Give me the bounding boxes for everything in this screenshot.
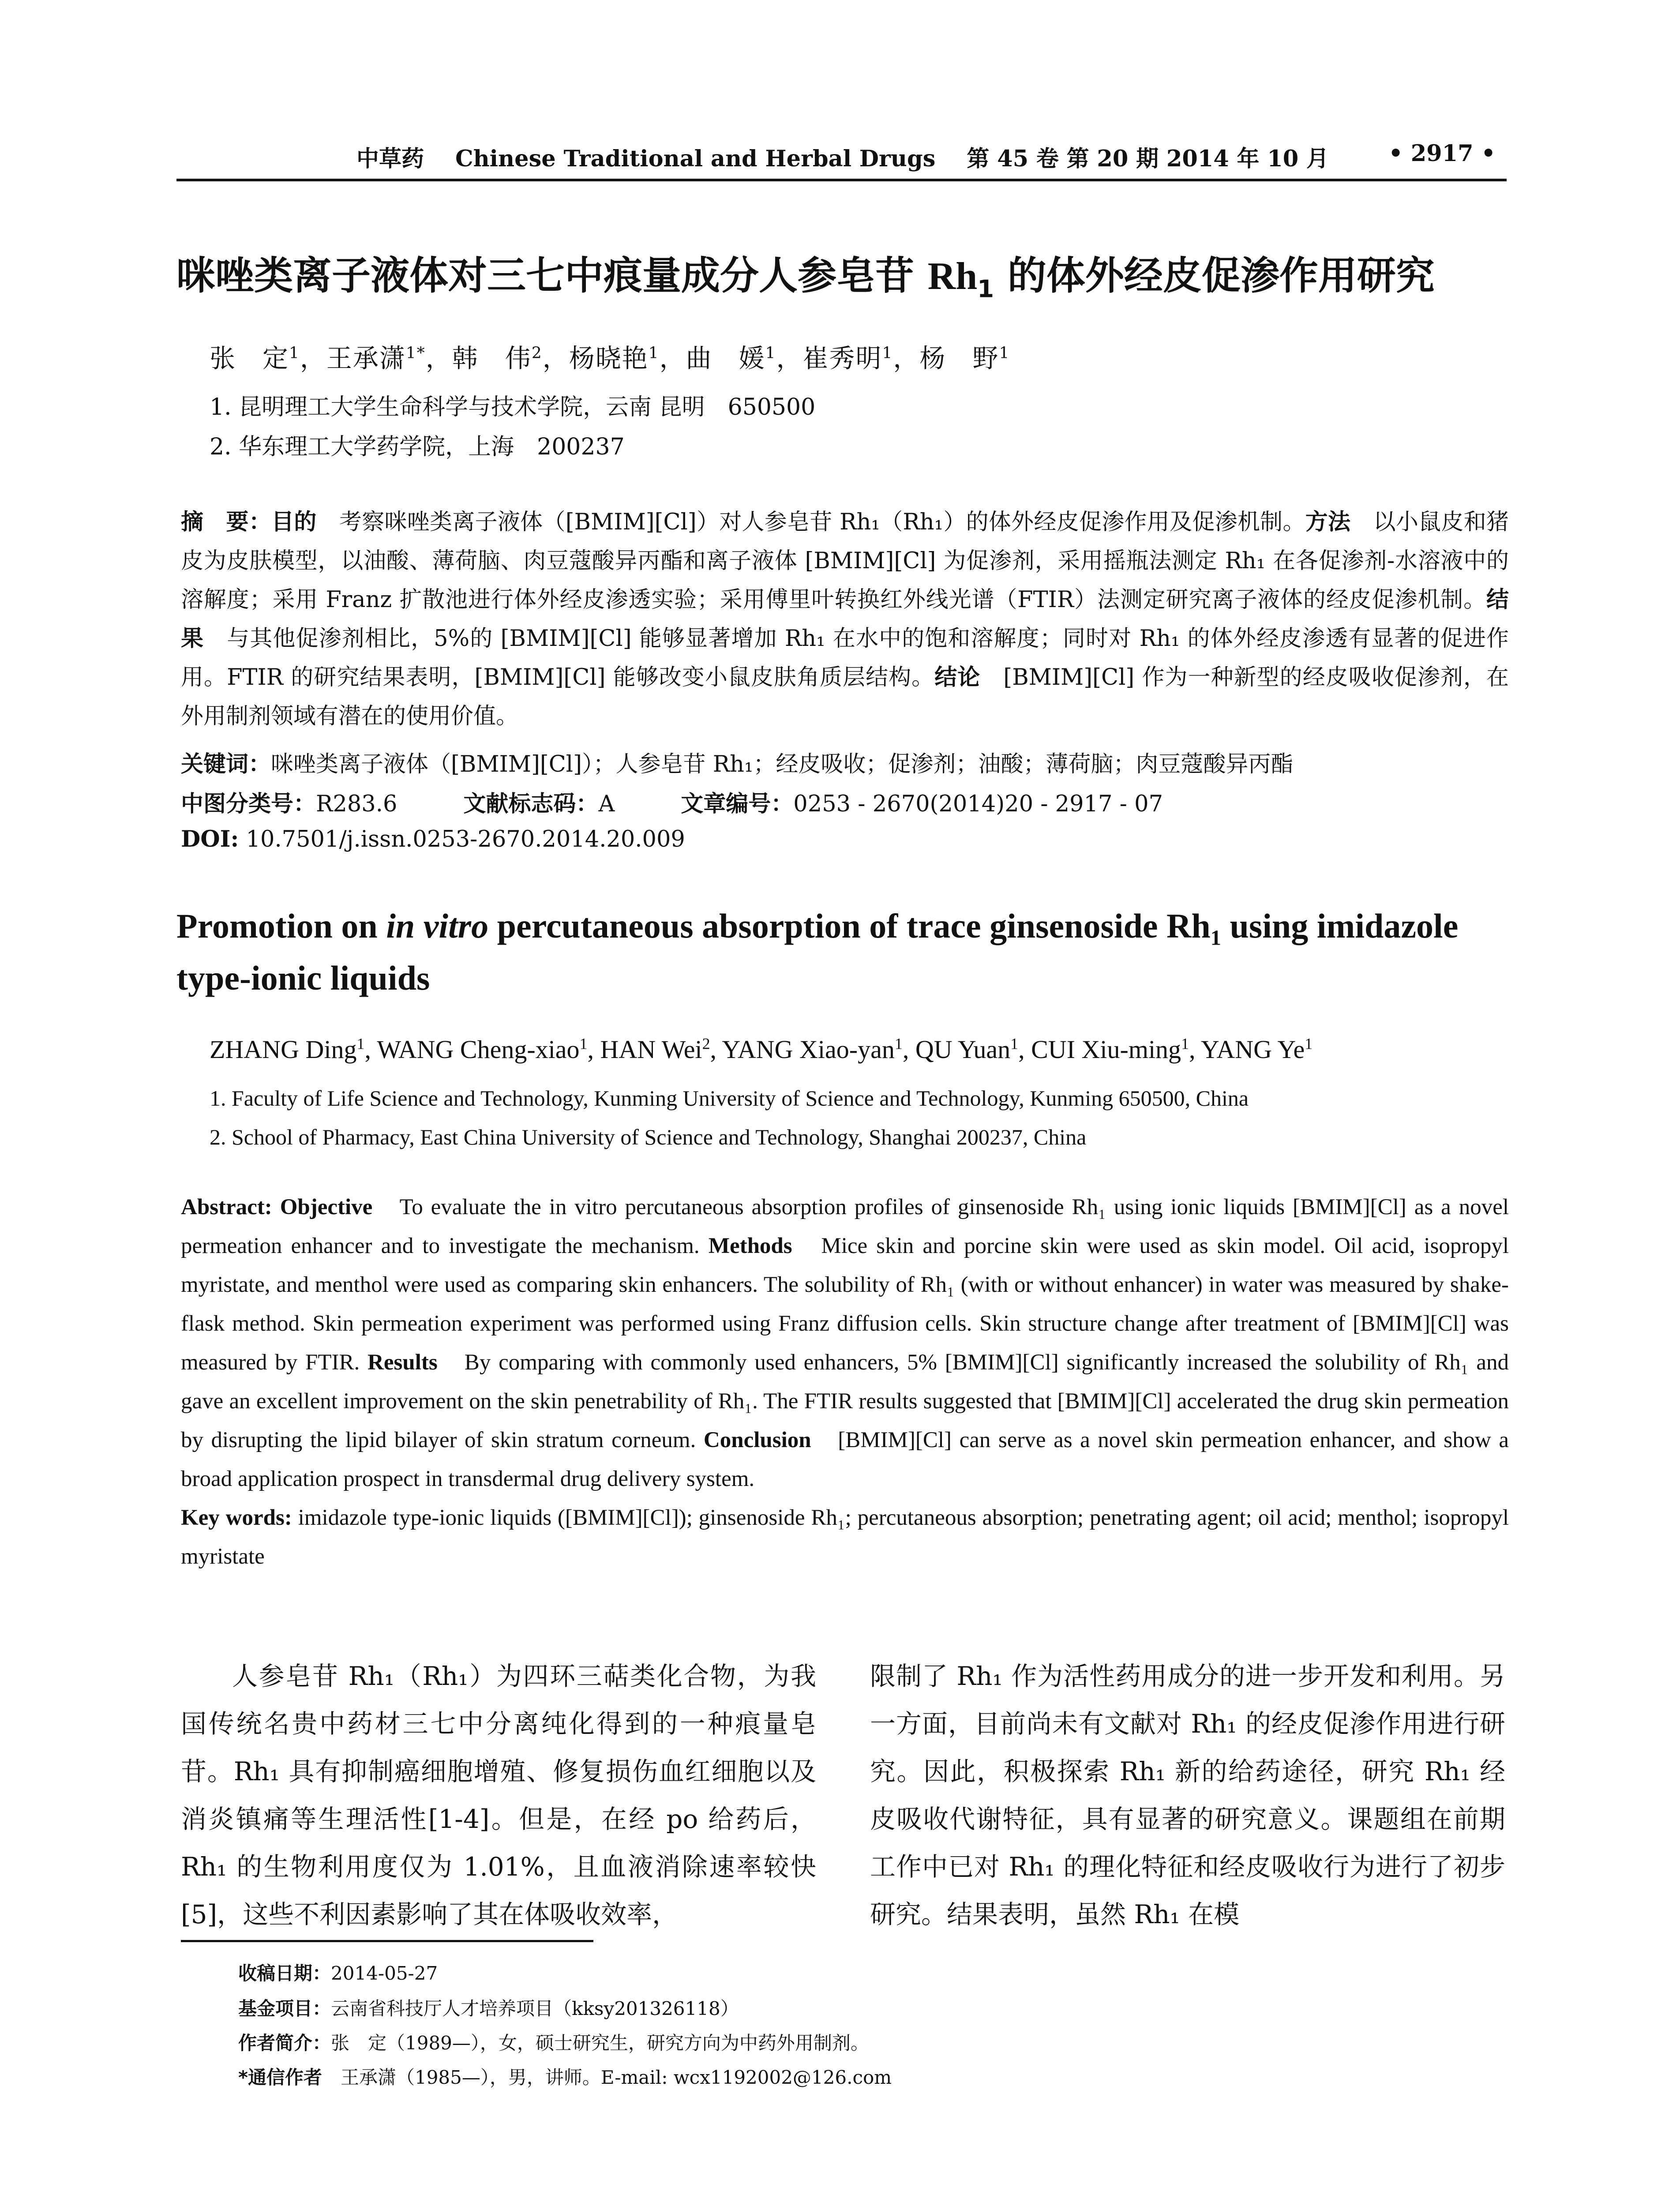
cn-conclusion-label: 结论 — [934, 664, 981, 690]
en-title — [176, 900, 1509, 1004]
author-separator: , — [1018, 1035, 1031, 1064]
en-author-list — [210, 1035, 1312, 1064]
doi-label: DOI: — [181, 826, 239, 852]
footnote-received — [238, 1959, 438, 1985]
author-name: HAN Wei — [600, 1035, 702, 1064]
en-methods-text: Mice skin and porcine skin were used as skin model. Oil acid, isopropyl myristate, and menthol were used as comparing skin enhancers. The solubility of Rh₁ (with or without enhancer) in water was measured by shake-flask method. Skin permeation experiment was performed using Franz diffusion cells. Skin structure change after treatment of [BMIM][Cl] was measured by FTIR. — [181, 1234, 1509, 1375]
author-name: 王承潇 — [326, 343, 406, 373]
author-name: 杨 野 — [919, 343, 999, 373]
author-name: QU Yuan — [915, 1035, 1011, 1064]
footnote-label: *通信作者 — [238, 2067, 322, 2088]
author-affiliation-marker: 1 — [1010, 1035, 1019, 1053]
author-affiliation-marker: 1 — [999, 344, 1010, 362]
author-separator: ， — [425, 343, 452, 373]
author-separator: , — [587, 1035, 600, 1064]
author-name: YANG Xiao-yan — [722, 1035, 895, 1064]
footnote-text: 云南省科技厅人才培养项目（kksy201326118） — [331, 1998, 739, 2019]
author-name: 曲 媛 — [686, 343, 765, 373]
author-affiliation-marker: 2 — [531, 344, 543, 362]
en-abstract — [181, 1188, 1509, 1576]
footnote-author-bio — [238, 2029, 869, 2055]
journal-name-en: Chinese Traditional and Herbal Drugs — [455, 146, 936, 172]
cn-title-post: 的体外经皮促渗作用研究 — [994, 253, 1435, 298]
cn-title-pre: 咪唑类离子液体对三七中痕量成分人参皂苷 — [176, 253, 928, 298]
doccode-value: A — [598, 791, 615, 817]
author-affiliation-marker: 1 — [648, 344, 660, 362]
running-header — [176, 140, 1509, 176]
footnote-label: 收稿日期： — [238, 1962, 331, 1984]
author-affiliation-marker: 1 — [1305, 1035, 1313, 1053]
cn-title-rh: Rh — [927, 255, 978, 298]
page-number: • 2917 • — [1388, 140, 1496, 167]
cn-keywords-text: 咪唑类离子液体（[BMIM][Cl]）；人参皂苷 Rh₁；经皮吸收；促渗剂；油酸；薄荷脑；肉豆蔻酸异丙酯 — [271, 751, 1294, 777]
en-title-a: Promotion on — [176, 907, 386, 945]
en-affiliation-2: 2. School of Pharmacy, East China University of Science and Technology, Shanghai 200237, China — [210, 1125, 1087, 1149]
author-affiliation-marker: 1 — [579, 1035, 588, 1053]
author-affiliation-marker: 1 — [289, 344, 300, 362]
author-name: 崔秀明 — [802, 343, 882, 373]
en-title-b: percutaneous absorption of trace ginsenoside Rh — [488, 907, 1211, 945]
en-conclusion-text: [BMIM][Cl] can serve as a novel skin permeation enhancer, and show a broad application prospect in transdermal drug delivery system. — [181, 1428, 1509, 1491]
author-separator: , — [364, 1035, 377, 1064]
cn-title — [176, 245, 1509, 303]
author-separator: , — [1189, 1035, 1201, 1064]
cn-methods-text: 以小鼠皮和猪皮为皮肤模型，以油酸、薄荷脑、肉豆蔻酸异丙酯和离子液体 [BMIM][Cl] 为促渗剂，采用摇瓶法测定 Rh₁ 在各促渗剂-水溶液中的溶解度；采用 Franz 扩散池进行体外经皮渗透实验；采用傅里叶转换红外线光谱（FTIR）法测定研究离子液体的经皮促渗机制。 — [181, 509, 1509, 613]
author-separator: ， — [659, 343, 686, 373]
cn-abstract-label: 摘 要： — [181, 509, 272, 535]
cn-keywords — [181, 746, 1293, 778]
journal-issue: 第 45 卷 第 20 期 2014 年 10 月 — [967, 146, 1329, 172]
author-separator: ， — [300, 343, 326, 373]
cn-methods-label: 方法 — [1305, 509, 1351, 535]
header-rule — [176, 179, 1507, 181]
author-name: WANG Cheng-xiao — [377, 1035, 580, 1064]
cn-classification-line — [181, 785, 1163, 818]
author-affiliation-marker: 1 — [765, 344, 776, 362]
footnote-rule — [181, 1940, 593, 1942]
cn-conclusion-text: [BMIM][Cl] 作为一种新型的经皮吸收促渗剂，在外用制剂领域有潜在的使用价值。 — [181, 664, 1509, 729]
clc-label: 中图分类号： — [181, 791, 316, 817]
cn-abstract — [181, 503, 1509, 736]
author-affiliation-marker: 1 — [1181, 1035, 1189, 1053]
body-right-column: 限制了 Rh₁ 作为活性药用成分的进一步开发和利用。另一方面，目前尚未有文献对 Rh₁ 的经皮促渗作用进行研究。因此，积极探索 Rh₁ 新的给药途径，研究 Rh₁ 经皮吸收代谢特征，具有显著的研究意义。课题组在前期工作中已对 Rh₁ 的理化特征和经皮吸收行为进行了初步研究。结果表明，虽然 Rh₁ 在模 — [870, 1661, 1505, 1929]
author-name: 韩 伟 — [452, 343, 532, 373]
author-name: 张 定 — [210, 343, 289, 373]
cn-affiliation-1: 1. 昆明理工大学生命科学与技术学院，云南 昆明 650500 — [210, 394, 816, 420]
article-no-value: 0253 - 2670(2014)20 - 2917 - 07 — [793, 791, 1163, 817]
author-separator: , — [902, 1035, 915, 1064]
en-keywords-label: Key words: — [181, 1505, 292, 1530]
journal-name-cn: 中草药 — [356, 146, 424, 172]
cn-keywords-label: 关键词： — [181, 751, 271, 777]
cn-title-sub: 1 — [977, 274, 994, 303]
en-methods-label: Methods — [708, 1234, 792, 1258]
author-affiliation-marker: 1 — [894, 1035, 903, 1053]
author-affiliation-marker: 1 — [882, 344, 893, 362]
author-name: YANG Ye — [1200, 1035, 1305, 1064]
footnote-label: 作者简介： — [238, 2032, 331, 2054]
en-conclusion-label: Conclusion — [703, 1428, 811, 1452]
author-separator: ， — [776, 343, 803, 373]
author-name: CUI Xiu-ming — [1031, 1035, 1181, 1064]
en-objective-text: To evaluate the in vitro percutaneous absorption profiles of ginsenoside Rh₁ using ionic liquids [BMIM][Cl] as a novel permeation enhancer and to investigate the mechanism. — [181, 1195, 1509, 1258]
en-results-label: Results — [368, 1350, 438, 1375]
clc-value: R283.6 — [316, 791, 398, 817]
author-separator: ， — [542, 343, 569, 373]
doi-line — [181, 826, 685, 852]
author-affiliation-marker: 2 — [702, 1035, 710, 1053]
en-abstract-label: Abstract: Objective — [181, 1195, 373, 1219]
en-title-sub: 1 — [1210, 926, 1221, 950]
en-title-c: using imidazole type-ionic liquids — [176, 907, 1459, 997]
en-affiliation-1: 1. Faculty of Life Science and Technology, Kunming University of Science and Technology, Kunming 650500, China — [210, 1086, 1249, 1111]
article-no-label: 文章编号： — [681, 791, 794, 817]
body-left-column: 人参皂苷 Rh₁（Rh₁）为四环三萜类化合物，为我国传统名贵中药材三七中分离纯化得到的一种痕量皂苷。Rh₁ 具有抑制癌细胞增殖、修复损伤血红细胞以及消炎镇痛等生理活性[1-4]。但是，在经 po 给药后，Rh₁ 的生物利用度仅为 1.01%，且血液消除速率较快[5]，这些不利因素影响了其在体吸收效率， — [181, 1661, 816, 1929]
cn-objective-text: 考察咪唑类离子液体（[BMIM][Cl]）对人参皂苷 Rh₁（Rh₁）的体外经皮促渗作用及促渗机制。 — [316, 509, 1305, 535]
cn-results-label: 结果 — [181, 587, 1509, 652]
author-name: ZHANG Ding — [210, 1035, 357, 1064]
author-separator: ， — [893, 343, 920, 373]
cn-affiliation-2: 2. 华东理工大学药学院，上海 200237 — [210, 434, 625, 460]
footnote-text: 2014-05-27 — [331, 1962, 438, 1984]
footnote-corresponding — [238, 2063, 892, 2090]
footnote-funding — [238, 1994, 739, 2021]
author-affiliation-marker: 1 — [356, 1035, 365, 1053]
doi-value: 10.7501/j.issn.0253-2670.2014.20.009 — [239, 826, 685, 852]
author-affiliation-marker: 1* — [405, 344, 426, 362]
en-results-text: By comparing with commonly used enhancers, 5% [BMIM][Cl] significantly increased the solubility of Rh₁ and gave an excellent improvement on the skin penetrability of Rh₁. The FTIR results suggested that [BMIM][Cl] accelerated the drug skin permeation by disrupting the lipid bilayer of skin stratum corneum. — [181, 1350, 1509, 1452]
footnote-label: 基金项目： — [238, 1998, 331, 2019]
cn-author-list — [210, 338, 1010, 375]
en-title-italic: in vitro — [386, 907, 489, 945]
cn-results-text: 与其他促渗剂相比，5%的 [BMIM][Cl] 能够显著增加 Rh₁ 在水中的饱和溶解度；同时对 Rh₁ 的体外经皮渗透有显著的促进作用。FTIR 的研究结果表明，[BMIM][Cl] 能够改变小鼠皮肤角质层结构。 — [181, 626, 1509, 690]
en-keywords-text: imidazole type-ionic liquids ([BMIM][Cl]); ginsenoside Rh₁; percutaneous absorption; penetrating agent; oil acid; menthol; isopropyl myristate — [181, 1505, 1509, 1569]
cn-objective-label: 目的 — [271, 509, 317, 535]
author-name: 杨晓艳 — [569, 343, 649, 373]
doccode-label: 文献标志码： — [463, 791, 599, 817]
author-separator: , — [710, 1035, 722, 1064]
footnote-text: 王承潇（1985—），男，讲师。E-mail: wcx1192002@126.com — [322, 2067, 892, 2088]
footnote-text: 张 定（1989—），女，硕士研究生，研究方向为中药外用制剂。 — [331, 2032, 869, 2054]
